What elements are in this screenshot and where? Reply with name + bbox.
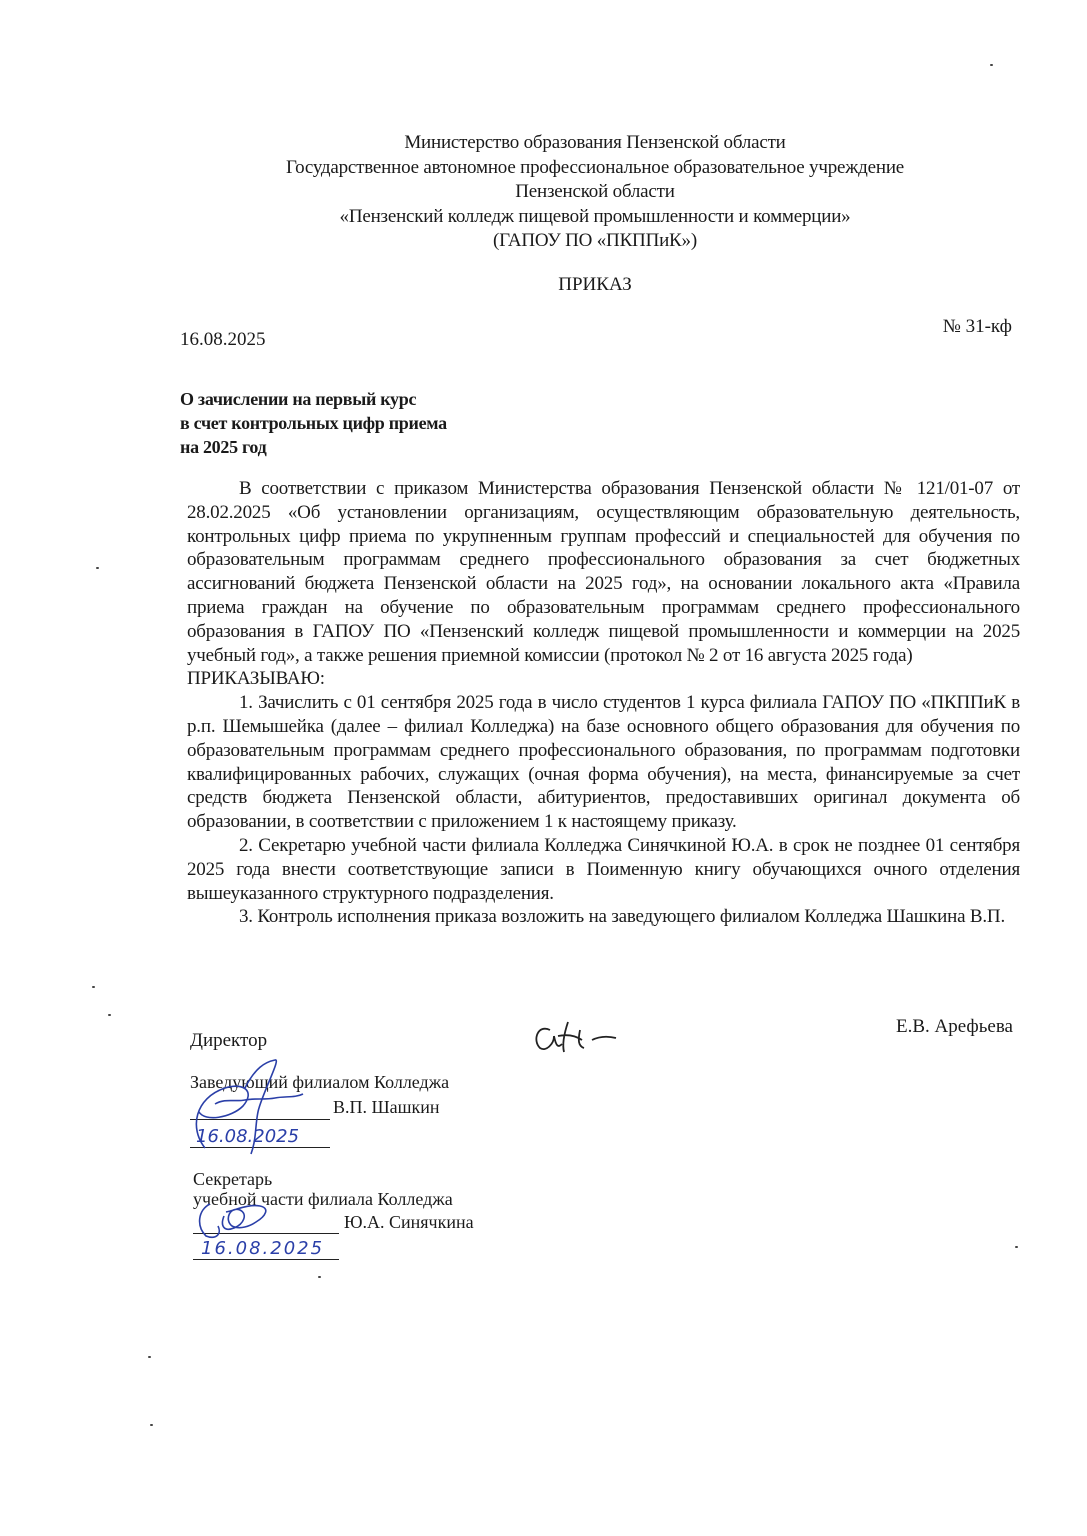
order-number: № 31-кф [942,316,1012,337]
scan-speck [92,986,95,988]
scan-speck [318,1276,321,1278]
director-signature [528,1018,628,1058]
subject-line: в счет контрольных цифр приема [180,413,447,433]
scan-speck [108,1014,111,1016]
secretary-name: Ю.А. Синячкина [344,1212,474,1232]
secretary-handwritten-date [193,1234,363,1262]
scan-speck [990,64,993,66]
scan-speck [1015,1246,1018,1248]
branch-head-name: В.П. Шашкин [333,1097,440,1117]
branch-head-date: 16.08.2025 [196,1126,300,1147]
director-title: Директор [190,1030,268,1051]
order-date: 16.08.2025 [180,329,266,350]
letterhead-line: Пензенской области [515,181,675,202]
letterhead-line: «Пензенский колледж пищевой промышленности и коммерции» [339,205,851,227]
branch-head-handwritten-date [190,1120,380,1150]
letterhead-line: Государственное автономное профессиональное образовательное учреждение [285,156,905,178]
letterhead-line: (ГАПОУ ПО «ПКППиК») [493,230,697,251]
letterhead [180,131,1010,254]
order-item: 1. Зачислить с 01 сентября 2025 года в число студентов 1 курса филиала ГАПОУ ПО «ПКППиК в р.п. Шемышейка (далее – филиал Колледжа) на базе основного общего образования для обучения по образовательным программам среднего профессионального образования, по программам подготовки квалифицированных рабочих, служащих (очная форма обучения), на места, финансируемые за счет средств бюджета Пензенской области, абитуриентов, предоставивших оригинал документа об образовании, в соответствии с приложением 1 к настоящему приказу. [187,692,1020,833]
order-word: ПРИКАЗЫВАЮ: [187,668,325,690]
order-body [187,477,1020,929]
scan-speck [96,567,99,569]
letterhead-line: Министерство образования Пензенской области [404,132,786,153]
order-subject [180,387,447,459]
order-item: 2. Секретарю учебной части филиала Колледжа Синячкиной Ю.А. в срок не позднее 01 сентября 2025 года внести соответствующие записи в Поименную книгу обучающихся очного отделения вышеуказанного структурного подразделения. [187,834,1020,904]
secretary-title-2: учебной части филиала Колледжа [193,1189,453,1209]
order-item: 3. Контроль исполнения приказа возложить на заведующего филиалом Колледжа Шашкина В.П. [239,906,1005,928]
director-name: Е.В. Арефьева [896,1016,1013,1037]
document-title: ПРИКАЗ [558,274,632,295]
subject-line: О зачислении на первый курс [180,389,417,409]
secretary-title-1: Секретарь [193,1169,273,1189]
secretary-date: 16.08.2025 [201,1238,325,1259]
scan-speck [150,1424,153,1426]
subject-line: на 2025 год [180,437,267,457]
preamble-paragraph: В соответствии с приказом Министерства образования Пензенской области № 121/01-07 от 28.02.2025 «Об установлении организациям, осуществляющим образовательную деятельность, контрольных цифр приема по укрупненным группам профессий и специальностей для обучения по образовательным программам среднего профессионального образования за счет бюджетных ассигнований бюджета Пензенской области на 2025 год», на основании локального акта «Правила приема граждан на обучение по образовательным программам среднего профессионального образования в ГАПОУ ПО «Пензенский колледж пищевой промышленности и коммерции на 2025 учебный год», а также решения приемной комиссии (протокол № 2 от 16 августа 2025 года) [187,478,1020,666]
branch-head-title: Заведующий филиалом Колледжа [190,1072,450,1092]
scan-speck [148,1356,151,1358]
